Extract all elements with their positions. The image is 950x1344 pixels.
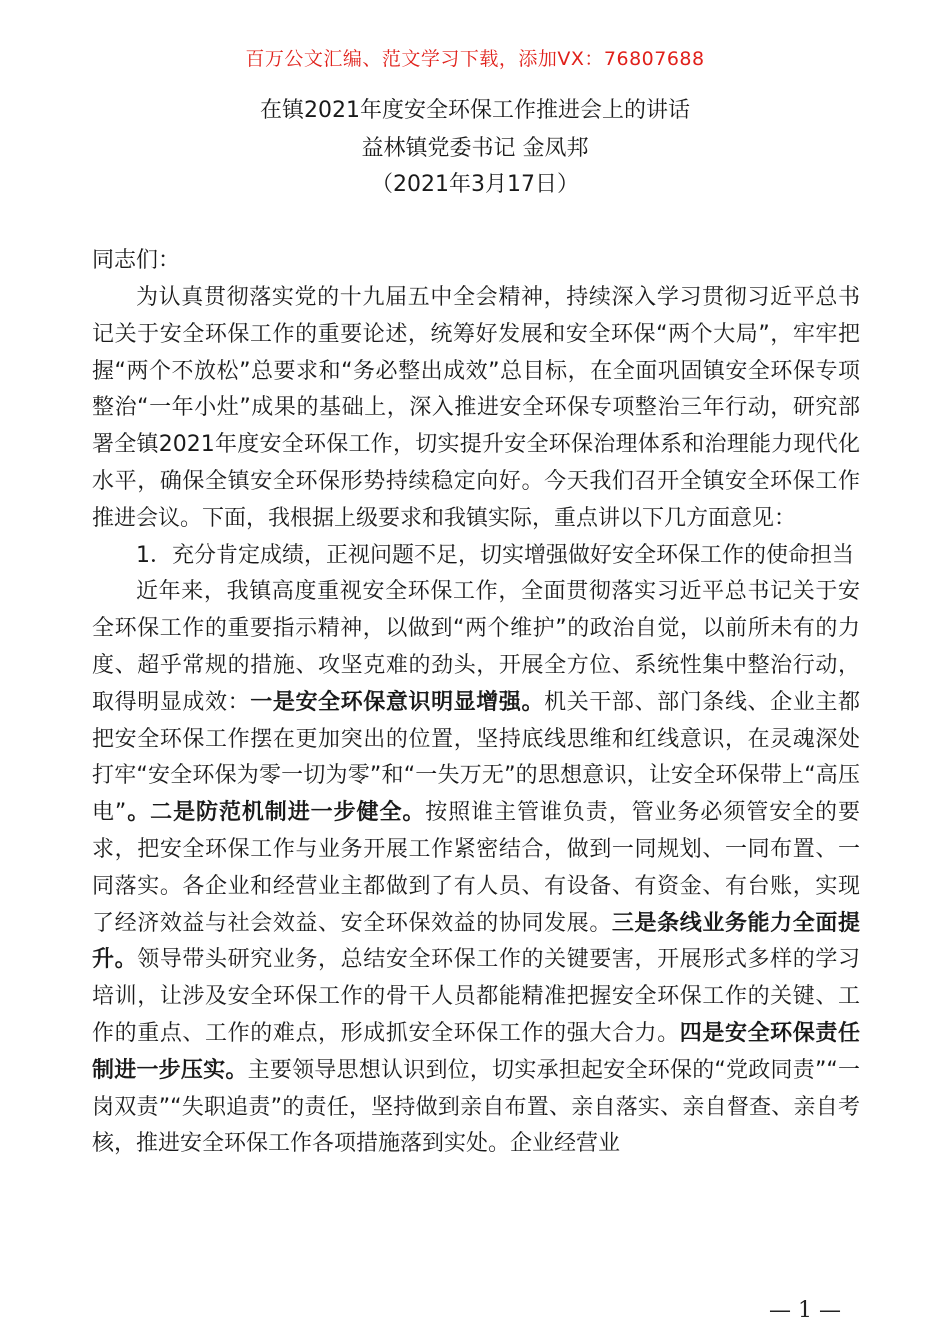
page-number: — 1 — — [769, 1298, 841, 1323]
bold-point-2: 。二是防范机制进一步健全。 — [126, 800, 426, 826]
achievements-paragraph — [92, 574, 860, 1163]
document-body — [92, 280, 860, 1163]
document-date: （2021年3月17日） — [371, 172, 579, 197]
bold-point-1: 一是安全环保意识明显增强。 — [250, 689, 545, 715]
bold-point-4: 四是安全环保责任制进一步压实。 — [92, 1020, 860, 1083]
document-title: 在镇2021年度安全环保工作推进会上的讲话 — [260, 98, 690, 123]
text-run: 领导带头研究业务，总结安全环保工作的关键要害，开展形式多样的学习培训，让涉及安全环保工作的骨干人员都能精准把握安全环保工作的关键、工作的重点、工作的难点，形成抓安全环保工作的强大合力。 — [92, 947, 860, 1046]
text-run: 主要领导思想认识到位，切实承担起安全环保的“党政同责”“一岗双责”“失职追责”的责任，坚持做到亲自布置、亲自落实、亲自督查、亲自考核，推进安全环保工作各项措施落到实处。企业经营业 — [92, 1057, 860, 1157]
text-run: 按照谁主管谁负责，管业务必须管安全的要求，把安全环保工作与业务开展工作紧密结合，做到一同规划、一同布置、一同落实。各企业和经营业主都做到了有人员、有设备、有资金、有台账，实现了经济效益与社会效益、安全环保效益的协同发展。 — [92, 800, 860, 936]
salutation: 同志们： — [92, 248, 181, 273]
bold-point-3: 三是条线业务能力全面提升。 — [92, 910, 860, 973]
intro-paragraph: 为认真贯彻落实党的十九届五中全会精神，持续深入学习贯彻习近平总书记关于安全环保工作的重要论述，统筹好发展和安全环保“两个大局”，牢牢把握“两个不放松”总要求和“务必整出成效”总目标，在全面巩固镇安全环保专项整治“一年小灶”成果的基础上，深入推进安全环保专项整治三年行动，研究部署全镇2021年度安全环保工作，切实提升安全环保治理体系和治理能力现代化水平，确保全镇安全环保形势持续稳定向好。今天我们召开全镇安全环保工作推进会议。下面，我根据上级要求和我镇实际，重点讲以下几方面意见： — [92, 285, 860, 531]
text-run: 机关干部、部门条线、企业主都把安全环保工作摆在更加突出的位置，坚持底线思维和红线意识，在灵魂深处打牢“安全环保为零一切为零”和“一失万无”的思想意识，让安全环保带上“高压电” — [92, 689, 860, 826]
watermark-banner: 百万公文汇编、范文学习下载，添加VX：76807688 — [245, 48, 705, 70]
document-author: 益林镇党委书记 金凤邦 — [361, 136, 589, 161]
text-run: 近年来，我镇高度重视安全环保工作，全面贯彻落实习近平总书记关于安全环保工作的重要指示精神，以做到“两个维护”的政治自觉，以前所未有的力度、超乎常规的措施、攻坚克难的劲头，开展全方位、系统性集中整治行动，取得明显成效： — [92, 579, 860, 715]
section-1-heading: 1．充分肯定成绩，正视问题不足，切实增强做好安全环保工作的使命担当 — [136, 542, 854, 568]
